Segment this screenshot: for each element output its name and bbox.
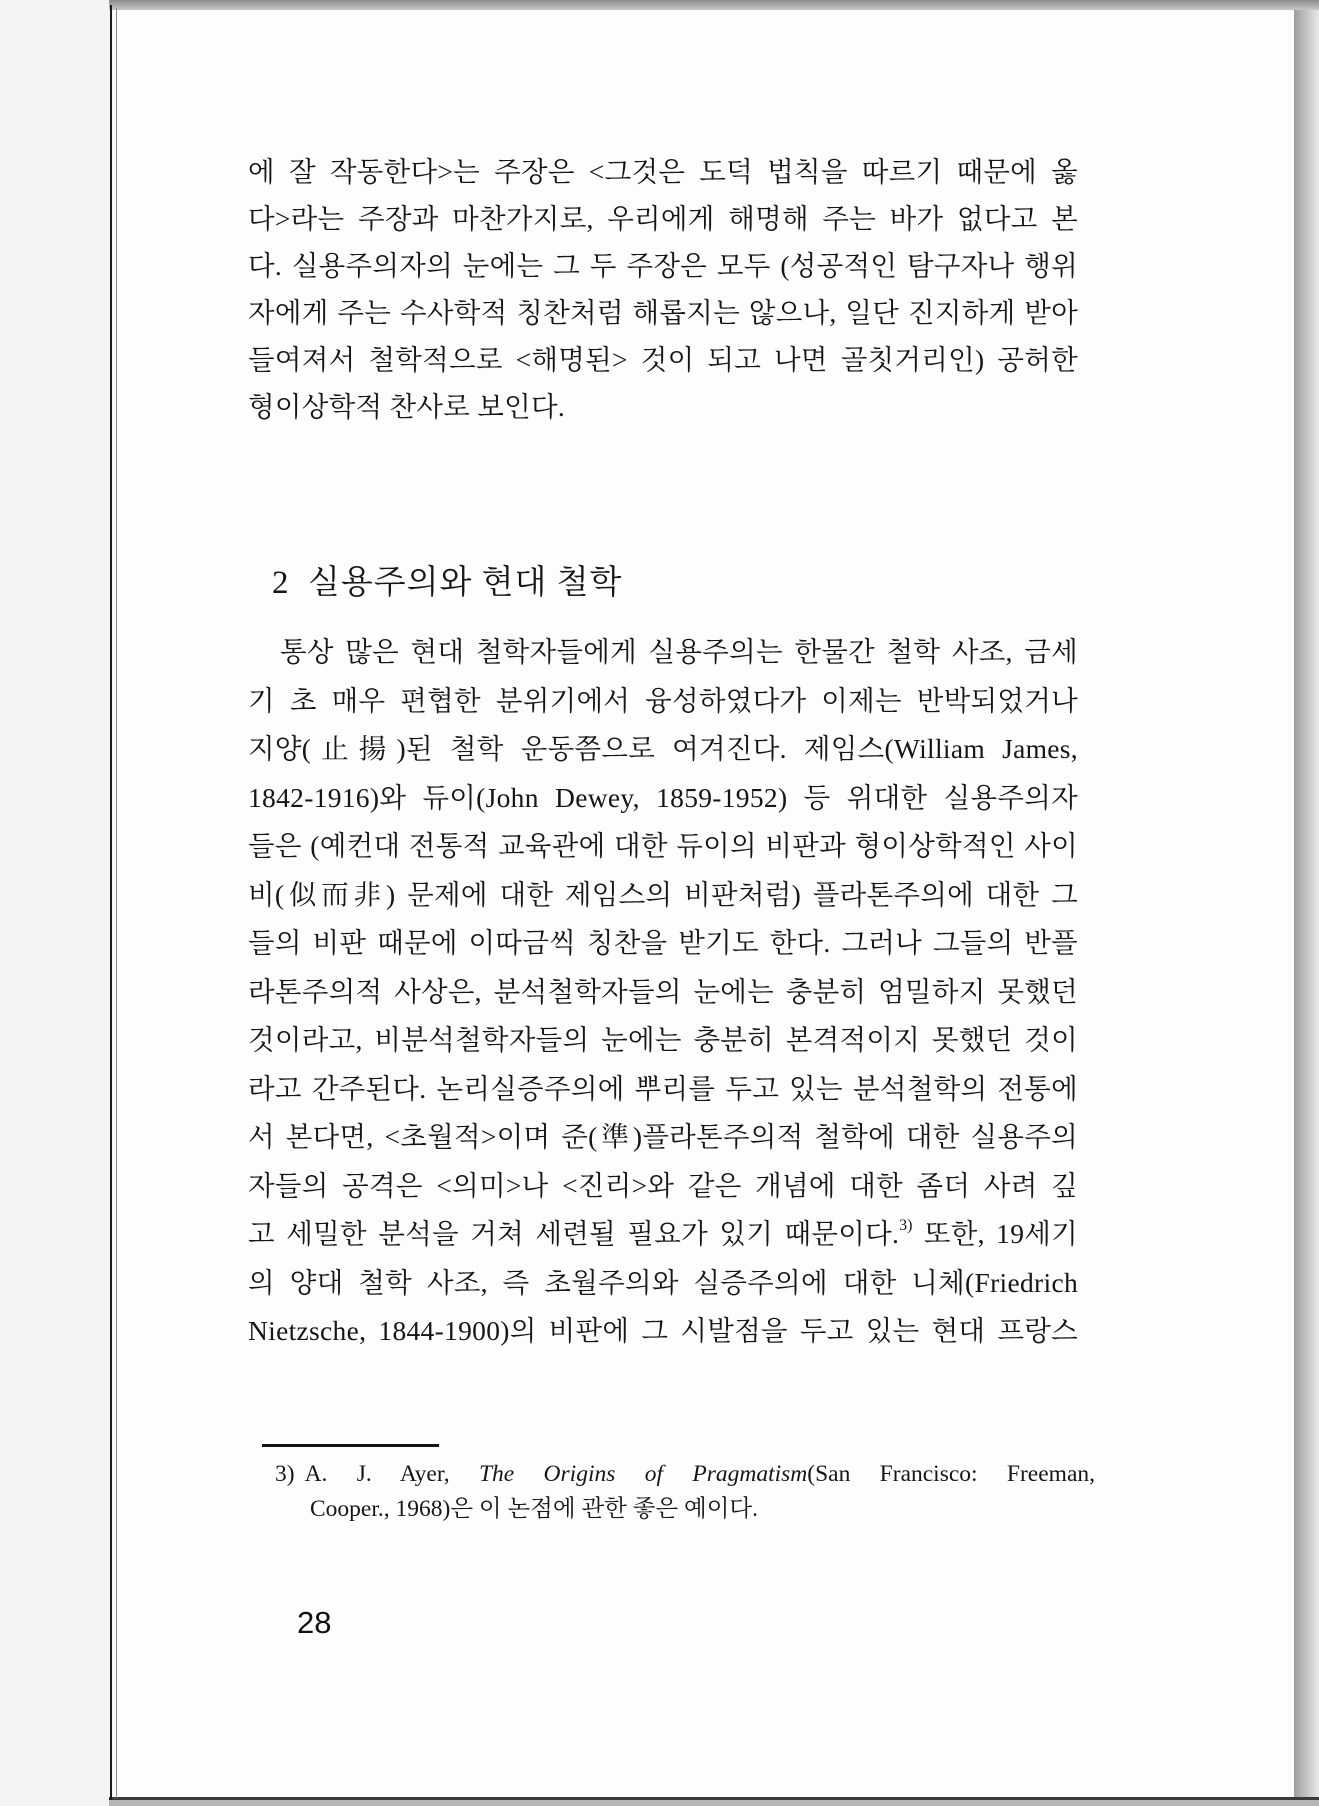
text-line: 1842-1916)와 듀이(John Dewey, 1859-1952) 등 위대한 실용주의자 (248, 781, 1078, 813)
text-line: 서 본다면, <초월적>이며 준(準)플라톤주의적 철학에 대한 실용주의 (248, 1121, 1078, 1152)
text-line: 들여져서 철학적으로 <해명된> 것이 되고 나면 골칫거리인) 공허한 (248, 344, 1078, 375)
text-line: 자들의 공격은 <의미>나 <진리>와 같은 개념에 대한 좀더 사려 깊 (248, 1169, 1078, 1201)
footnote-line (275, 1457, 1095, 1492)
footnote-publisher: (San Francisco: Freeman, (807, 1461, 1095, 1487)
text-line: 에 잘 작동한다>는 주장은 <그것은 도덕 법칙을 따르기 때문에 옳 (248, 156, 1078, 187)
page-left-edge-line (110, 5, 112, 1800)
text-line: 의 양대 철학 사조, 즉 초월주의와 실증주의에 대한 니체(Friedrich (248, 1266, 1078, 1298)
text-line: Nietzsche, 1844-1900)의 비판에 그 시발점을 두고 있는 현대 프랑스 (248, 1315, 1078, 1346)
text-segment: 또한, 19세기 (912, 1218, 1078, 1249)
page-left-inner-line (116, 8, 117, 1798)
page-bottom-edge (109, 1797, 1319, 1806)
paragraph-continued (248, 148, 1078, 430)
footnote-divider (262, 1444, 439, 1447)
page-number: 28 (297, 1605, 332, 1640)
text-segment: 고 세밀한 분석을 거쳐 세련될 필요가 있기 때문이다. (248, 1218, 900, 1249)
footnote (275, 1457, 1095, 1527)
text-line: 들의 비판 때문에 이따금씩 칭찬을 받기도 한다. 그러나 그들의 반플 (248, 927, 1078, 958)
text-line: 다. 실용주의자의 눈에는 그 두 주장은 모두 (성공적인 탐구자나 행위 (248, 250, 1078, 281)
text-line: 자에게 주는 수사학적 칭찬처럼 해롭지는 않으나, 일단 진지하게 받아 (248, 297, 1078, 328)
text-line: 들은 (예컨대 전통적 교육관에 대한 듀이의 비판과 형이상학적인 사이 (248, 830, 1078, 861)
paragraph-main (248, 628, 1078, 1356)
footnote-line: Cooper., 1968)은 이 논점에 관한 좋은 예이다. (310, 1496, 758, 1522)
text-line: 형이상학적 찬사로 보인다. (248, 391, 566, 422)
footnote-marker: 3) (275, 1461, 295, 1487)
text-line: 지양(止揚)된 철학 운동쯤으로 여겨진다. 제임스(William James, (248, 733, 1078, 764)
text-line: 것이라고, 비분석철학자들의 눈에는 충분히 본격적이지 못했던 것이 (248, 1024, 1078, 1055)
text-line: 다>라는 주장과 마찬가지로, 우리에게 해명해 주는 바가 없다고 본 (248, 203, 1078, 234)
text-line: 라고 간주된다. 논리실증주의에 뿌리를 두고 있는 분석철학의 전통에 (248, 1072, 1078, 1104)
page-right-shadow (1293, 0, 1319, 1806)
text-line: 라톤주의적 사상은, 분석철학자들의 눈에는 충분히 엄밀하지 못했던 (248, 975, 1078, 1007)
section-heading: 2 실용주의와 현대 철학 (272, 565, 623, 601)
text-line-with-footnote-ref (248, 1210, 1078, 1259)
text-line: 통상 많은 현대 철학자들에게 실용주의는 한물간 철학 사조, 금세 (280, 636, 1078, 667)
text-line: 기 초 매우 편협한 분위기에서 융성하였다가 이제는 반박되었거나 (248, 684, 1078, 716)
footnote-author: A. J. Ayer, (304, 1461, 479, 1487)
page-top-edge (109, 0, 1319, 10)
footnote-reference-superscript: 3) (899, 1217, 913, 1234)
text-line: 비(似而非) 문제에 대한 제임스의 비판처럼) 플라톤주의에 대한 그 (248, 878, 1078, 910)
footnote-book-title: The Origins of Pragmatism (478, 1461, 808, 1487)
